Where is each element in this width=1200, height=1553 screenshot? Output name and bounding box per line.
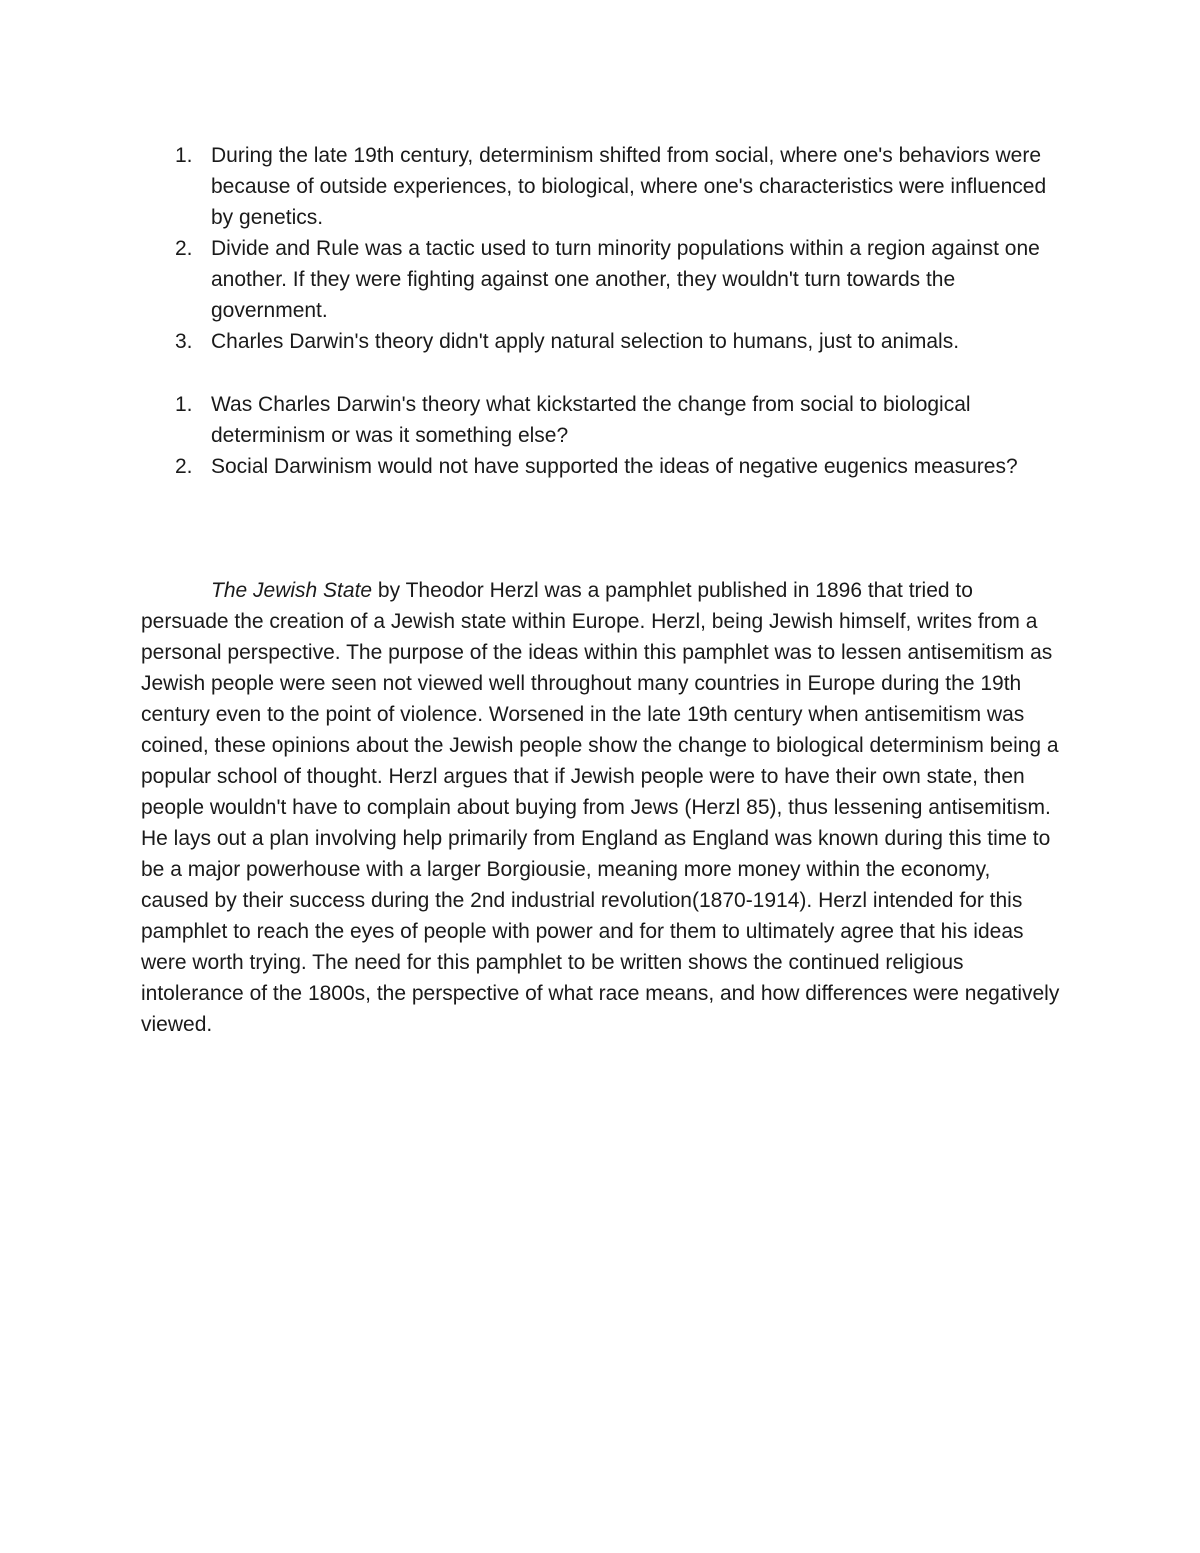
questions-list bbox=[141, 389, 1061, 482]
list-item-text: Social Darwinism would not have supported the ideas of negative eugenics measures? bbox=[211, 455, 1018, 478]
book-title: The Jewish State bbox=[211, 579, 373, 602]
list-item-number: 1. bbox=[175, 144, 193, 167]
list-item bbox=[141, 233, 1061, 326]
list-item bbox=[141, 389, 1061, 451]
list-item bbox=[141, 140, 1061, 233]
list-item-number: 2. bbox=[175, 455, 193, 478]
list-item-text: Divide and Rule was a tactic used to turn minority populations within a region against one another. If they were fighting against one another, they wouldn't turn towards the government. bbox=[211, 237, 1040, 322]
list-item-number: 3. bbox=[175, 330, 193, 353]
essay-body: by Theodor Herzl was a pamphlet published in 1896 that tried to persuade the creation of a Jewish state within Europe. Herzl, being Jewish himself, writes from a personal perspective. The purpose of the ideas within this pamphlet was to lessen antisemitism as Jewish people were seen not viewed well throughout many countries in Europe during the 19th century even to the point of violence. Worsened in the late 19th century when antisemitism was coined, these opinions about the Jewish people show the change to biological determinism being a popular school of thought. Herzl argues that if Jewish people were to have their own state, then people wouldn't have to complain about buying from Jews (Herzl 85), thus lessening antisemitism. He lays out a plan involving help primarily from England as England was known during this time to be a major powerhouse with a larger Borgiousie, meaning more money within the economy, caused by their success during the 2nd industrial revolution(1870-1914). Herzl intended for this pamphlet to reach the eyes of people with power and for them to ultimately agree that his ideas were worth trying. The need for this pamphlet to be written shows the continued religious intolerance of the 1800s, the perspective of what race means, and how differences were negatively viewed. bbox=[141, 579, 1060, 1036]
list-item bbox=[141, 451, 1061, 482]
list-item-number: 2. bbox=[175, 237, 193, 260]
essay-paragraph bbox=[141, 575, 1061, 1040]
notes-list bbox=[141, 140, 1061, 357]
list-item-text: Charles Darwin's theory didn't apply natural selection to humans, just to animals. bbox=[211, 330, 960, 353]
list-item-text: During the late 19th century, determinism shifted from social, where one's behaviors were because of outside experiences, to biological, where one's characteristics were influenced by genetics. bbox=[211, 144, 1047, 229]
list-item-number: 1. bbox=[175, 393, 193, 416]
list-item bbox=[141, 326, 1061, 357]
list-item-text: Was Charles Darwin's theory what kickstarted the change from social to biological determinism or was it something else? bbox=[211, 393, 971, 447]
